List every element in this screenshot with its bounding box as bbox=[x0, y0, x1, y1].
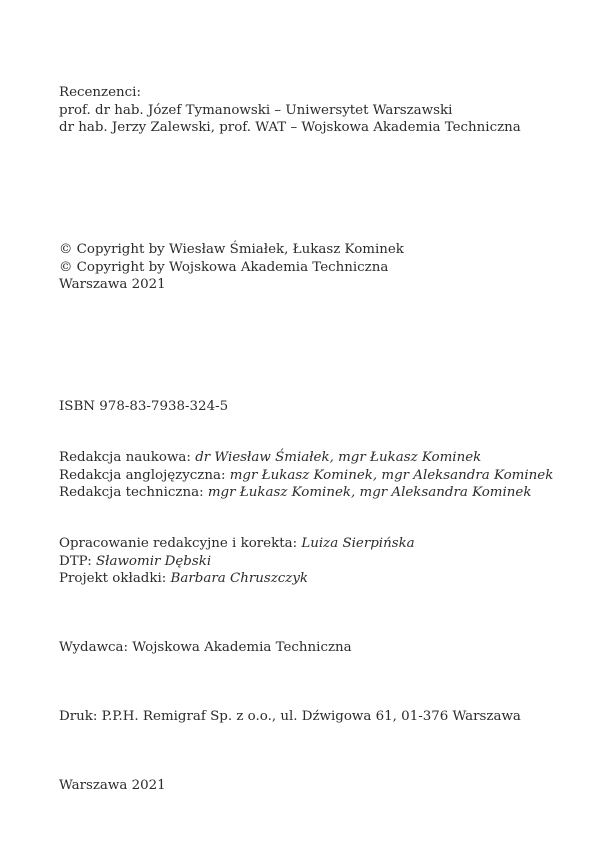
place-year-block bbox=[59, 777, 587, 795]
editor-technical-value: mgr Łukasz Kominek, mgr Aleksandra Kominek bbox=[207, 485, 532, 500]
editor-scientific bbox=[59, 449, 587, 467]
editor-scientific-label: Redakcja naukowa: bbox=[59, 450, 196, 465]
proofreading-label: Opracowanie redakcyjne i korekta: bbox=[59, 536, 302, 551]
reviewers-heading: Recenzenci: bbox=[59, 85, 141, 100]
editor-english bbox=[59, 467, 587, 485]
printer: Druk: P.P.H. Remigraf Sp. z o.o., ul. Dźwigowa 61, 01-376 Warszawa bbox=[59, 709, 521, 724]
cover-design-label: Projekt okładki: bbox=[59, 571, 171, 586]
reviewer-1: prof. dr hab. Józef Tymanowski – Uniwersytet Warszawski bbox=[59, 102, 453, 118]
proofreading bbox=[59, 535, 587, 553]
editor-technical bbox=[59, 484, 587, 502]
copyright-publisher: © Copyright by Wojskowa Akademia Techniczna bbox=[59, 259, 389, 275]
cover-design bbox=[59, 570, 587, 588]
editors-block bbox=[59, 449, 587, 502]
reviewers-block bbox=[59, 84, 587, 137]
production-block bbox=[59, 535, 587, 588]
dtp-label: DTP: bbox=[59, 553, 96, 569]
printer-block bbox=[59, 708, 587, 726]
publisher-block bbox=[59, 639, 587, 657]
editor-english-value: mgr Łukasz Kominek, mgr Aleksandra Kominek bbox=[229, 467, 554, 483]
isbn: ISBN 978-83-7938-324-5 bbox=[59, 399, 229, 414]
editor-scientific-value: dr Wiesław Śmiałek, mgr Łukasz Kominek bbox=[195, 450, 482, 465]
copyright-place-year: Warszawa 2021 bbox=[59, 277, 166, 292]
cover-design-value: Barbara Chruszczyk bbox=[170, 571, 309, 586]
copyright-block bbox=[59, 241, 587, 294]
editor-english-label: Redakcja anglojęzyczna: bbox=[59, 467, 230, 483]
copyright-authors: © Copyright by Wiesław Śmiałek, Łukasz Kominek bbox=[59, 242, 404, 257]
reviewer-2: dr hab. Jerzy Zalewski, prof. WAT – Wojskowa Akademia Techniczna bbox=[59, 120, 521, 135]
place-year: Warszawa 2021 bbox=[59, 778, 166, 793]
publisher: Wydawca: Wojskowa Akademia Techniczna bbox=[59, 640, 352, 655]
proofreading-value: Luiza Sierpińska bbox=[301, 536, 415, 551]
dtp bbox=[59, 553, 587, 571]
editor-technical-label: Redakcja techniczna: bbox=[59, 485, 208, 500]
dtp-value: Sławomir Dębski bbox=[95, 553, 212, 569]
isbn-block bbox=[59, 398, 587, 416]
